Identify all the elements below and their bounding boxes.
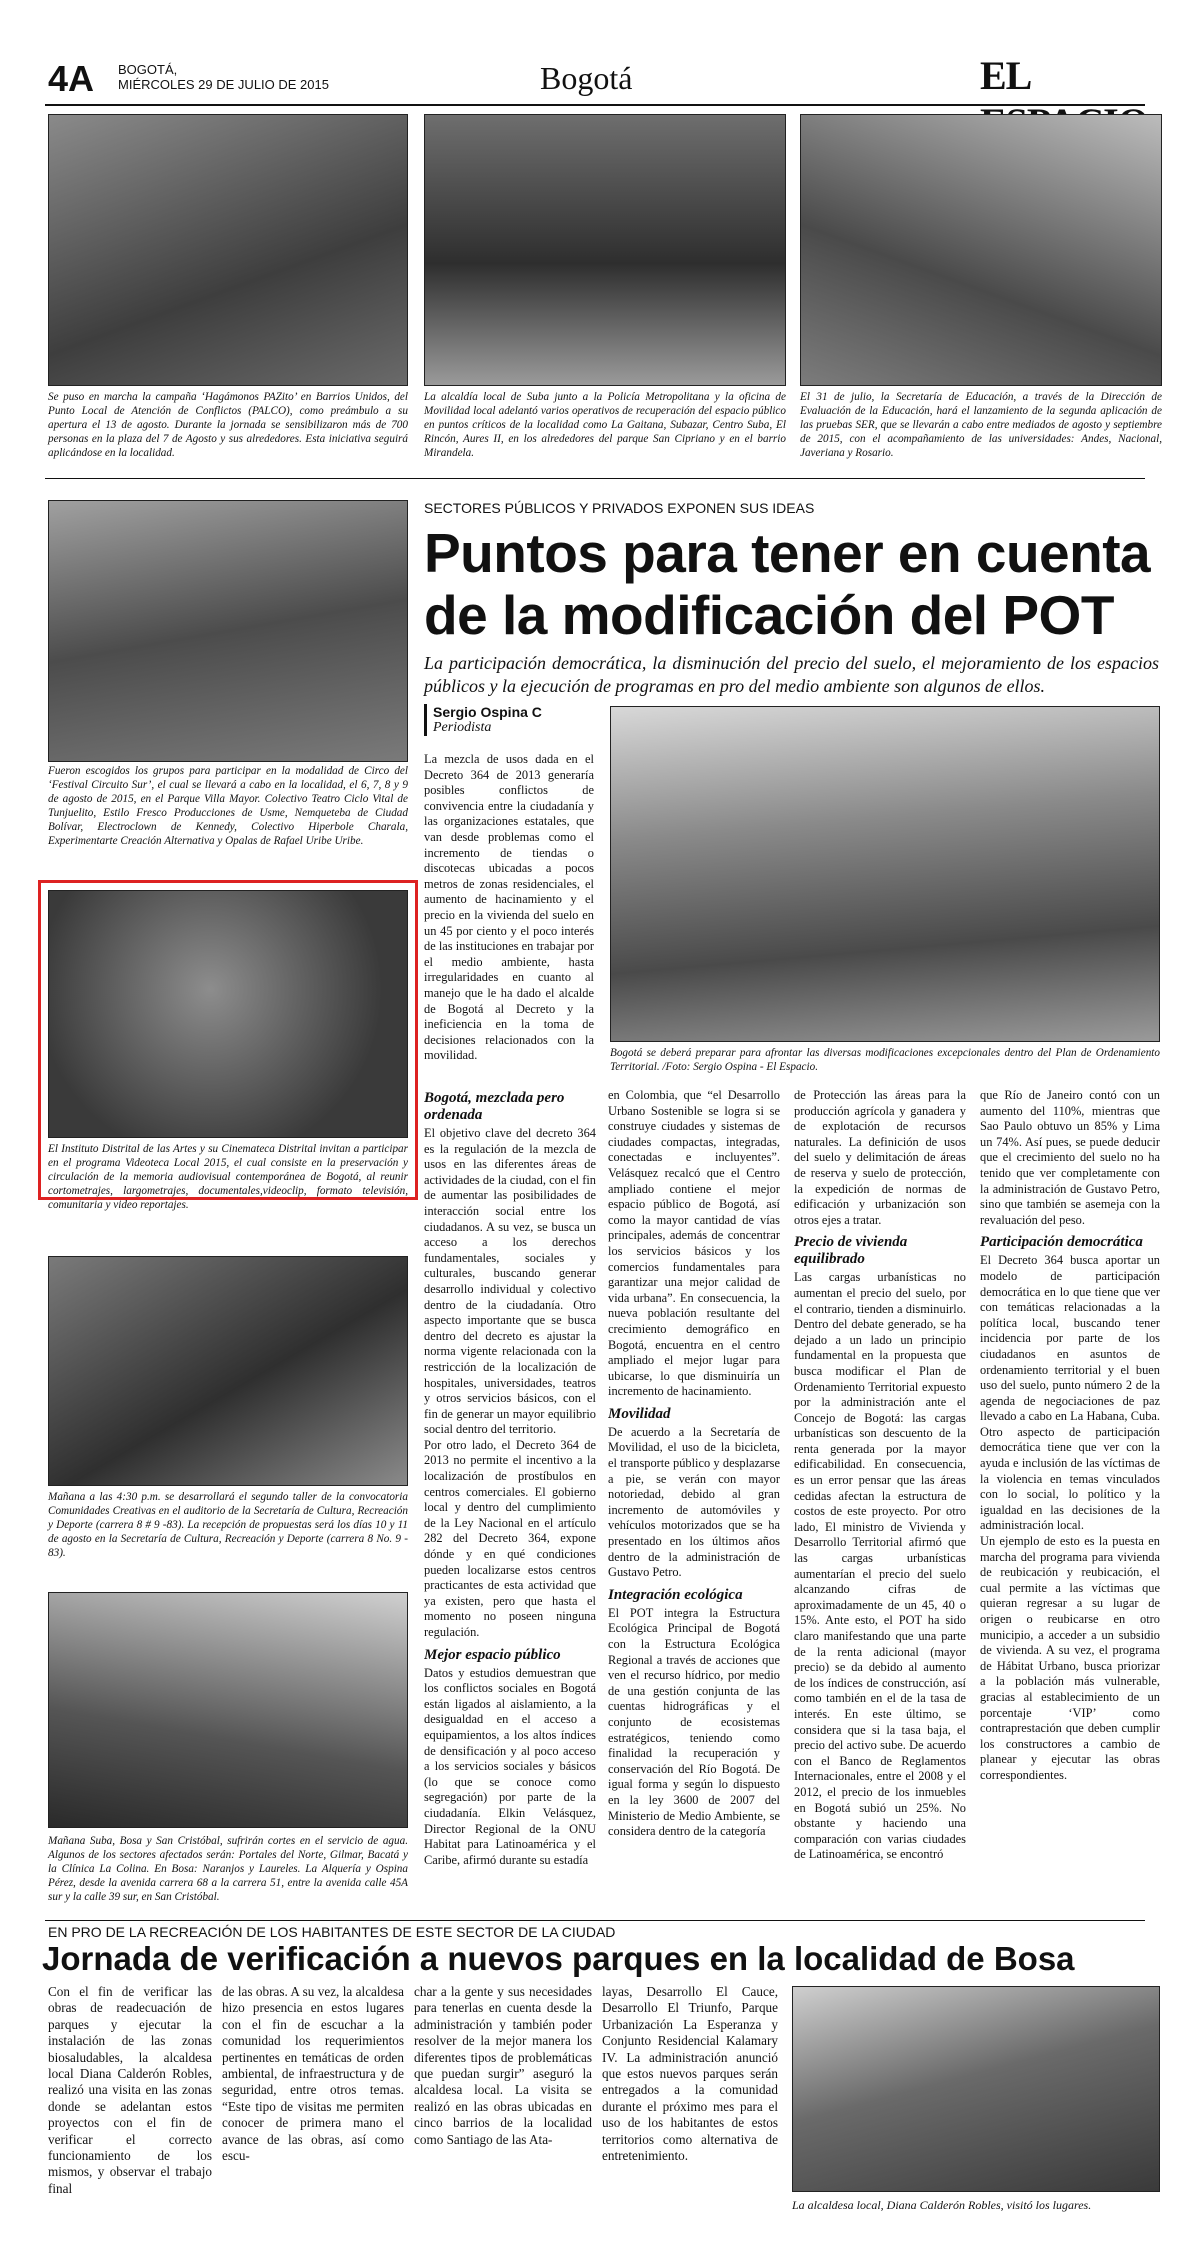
bottom-column-2 bbox=[222, 1984, 404, 2234]
bottom-column-3 bbox=[414, 1984, 592, 2234]
top-photo-2-caption: La alcaldía local de Suba junto a la Policía Metropolitana y la oficina de Movilidad local adelantó varios operativos de recuperación del espacio público en puntos críticos de la localidad como La Gaitana, Subazar, Centro Suba, El Rincón, Aures II, en los alrededores del parque San Cipriano y en el barrio Mirandela. bbox=[424, 391, 786, 459]
paragraph: El POT integra la Estructura Ecológica Principal de Bogotá con la Estructura Ecológica Regional a través de acciones que ven el recurso hídrico, por medio de una gestión conjunta de las cuentas hidrográficas y el conjunto de ecosistemas estratégicos, teniendo como finalidad la recuperación y conservación del Río Bogotá. De igual forma y según lo dispuesto en la ley 3600 de 2007 del Ministerio de Medio Ambiente, se considera dentro de la categoría bbox=[608, 1605, 780, 1839]
main-lede: La participación democrática, la disminución del precio del suelo, el mejoramiento de los espacios públicos y la ejecución de programas en pro del medio ambiente son algunos de ellos. bbox=[424, 653, 1159, 696]
main-column-2 bbox=[608, 1088, 780, 1920]
side-caption-videoteca: El Instituto Distrital de las Artes y su Cinemateca Distrital invitan a participar en el programa Videoteca Local 2015, el cual consiste en la preservación y circulación de la memoria audiovisual contemporánea de Bogotá, al reunir cortometrajes, largometrajes, documentales,videoclip, formato televisión, comunitaria y video reportajes. bbox=[48, 1143, 408, 1211]
main-intro bbox=[424, 752, 594, 1084]
paragraph: Por otro lado, el Decreto 364 de 2013 no permite el incentivo a la localización de prostíbulos en centros comerciales. El gobierno local y dentro del cumplimiento de la Ley Nacional en el artículo 282 del Decreto 364, expone dónde y en qué condiciones pueden localizarse estos centros practicantes de esta actividad que ya existen, pero que hasta el momento no poseen ninguna regulación. bbox=[424, 1437, 596, 1639]
dateline-city: BOGOTÁ, bbox=[118, 62, 178, 77]
top-photo-1 bbox=[48, 114, 408, 386]
subhead-mezclada: Bogotá, mezclada pero ordenada bbox=[424, 1090, 565, 1123]
bottom-column-4 bbox=[602, 1984, 778, 2234]
paragraph: Un ejemplo de esto es la puesta en marcha del programa para vivienda de reubicación y reubicación, el cual permite a las víctimas que quieran regresar a su lugar de origen o reubicarse en otro municipio, a acceder a un subsidio de vivienda. A su vez, el programa de Hábitat Urbano, busca priorizar a la población más vulnerable, gracias al establecimiento de un porcentaje ‘VIP’ como contraprestación que deben cumplir los constructores a cambio de planear y ejecutar las obras correspondientes. bbox=[980, 1534, 1160, 1782]
main-column-3 bbox=[794, 1088, 966, 1920]
subhead-integracion: Integración ecológica bbox=[608, 1586, 743, 1603]
paragraph: De acuerdo a la Secretaría de Movilidad, el uso de la bicicleta, el transporte público y desplazarse a pie, se verán con mayor notoriedad, debido al gran incremento de automóviles y vehículos motorizados que se ha presentado en los últimos años dentro de la administración de Gustavo Petro. bbox=[608, 1424, 780, 1580]
side-photo-projector bbox=[48, 890, 408, 1138]
bottom-photo-caption: La alcaldesa local, Diana Calderón Robles, visitó los lugares. bbox=[792, 2198, 1092, 2212]
top-photo-3-caption: El 31 de julio, la Secretaría de Educación, a través de la Dirección de Evaluación de la Educación, hará el lanzamiento de la segunda aplicación de las pruebas SER, que se llevarán a cabo entre mediados de agosto y septiembre de 2015, con el acompañamiento de las universidades: Andes, Nacional, Javeriana y Rosario. bbox=[800, 391, 1162, 459]
side-photo-water bbox=[48, 1592, 408, 1828]
byline-role: Periodista bbox=[433, 720, 492, 735]
bottom-divider bbox=[45, 1920, 1145, 1921]
bottom-headline: Jornada de verificación a nuevos parques en la localidad de Bosa bbox=[42, 1940, 1075, 1977]
header-rule bbox=[45, 104, 1145, 106]
bottom-kicker: EN PRO DE LA RECREACIÓN DE LOS HABITANTES DE ESTE SECTOR DE LA CIUDAD bbox=[48, 1924, 616, 1940]
paragraph: El Decreto 364 busca aportar un modelo de participación democrática en lo que tiene que ver con temáticas relacionadas a la política local, buscando tener incidencia por parte de los ciudadanos en asuntos de ordenamiento territorial y el buen uso del suelo, punto número 2 de la agenda de negociaciones de paz llevado a cabo en La Habana, Cuba. Otro aspecto de participación democrática tiene que ver con la ayuda e inclusión de las víctimas de la violencia en temas vinculados con lo social, lo político y la igualdad en las decisiones de la administración local. bbox=[980, 1253, 1160, 1533]
dateline bbox=[118, 62, 329, 92]
paragraph: Las cargas urbanísticas no aumentan el precio del suelo, por el contrario, tienden a disminuirlo. Dentro del debate generado, se ha dejado a un lado un principio fundamental en la propuesta que busca modificar el Plan de Ordenamiento Territorial expuesto por la administración ante el Concejo de Bogotá: las cargas urbanísticas son descuento de la renta generada por la mayor edificabilidad. En consecuencia, es un error pensar que las áreas cedidas afectan la estructura de costos de este proyecto. Por otro lado, El ministro de Vivienda y Desarrollo Territorial afirmó que las cargas urbanísticas aumentarían el precio del suelo alcanzando cifras de aproximadamente de un 45, 40 o 15%. Ante esto, el POT ha sido claro manifestando que una parte de la renta adicional (mayor precio) se da debido al aumento de los índices de construcción, así como también en el de la tasa de interés. En este último, se considera que si la tasa baja, el precio del activo sube. De acuerdo con el Banco de Reglamentos Internacionales, entre el 2008 y el 2012, el precio de los inmuebles en Bogotá subió un 25%. No obstante y haciendo una comparación con varias ciudades de Latinoamérica, se encontró bbox=[794, 1270, 966, 1862]
bottom-photo bbox=[792, 1986, 1160, 2192]
page-number: 4A bbox=[48, 58, 95, 99]
paragraph: de Protección las áreas para la producción agrícola y ganadera y de explotación de recursos naturales. La definición de usos del suelo y delimitación de áreas de reserva y suelo de protección, la expedición de normas de edificación y urbanización son otros ejes a tratar. bbox=[794, 1088, 966, 1227]
main-column-4 bbox=[980, 1088, 1160, 1920]
byline bbox=[424, 704, 584, 736]
side-caption-agua: Mañana Suba, Bosa y San Cristóbal, sufrirán cortes en el servicio de agua. Algunos de los sectores afectados serán: Portales del Norte, Gilmar, Bacatá y la Clínica La Colina. En Bosa: Naranjos y Laureles. La Alquería y Ospina Pérez, desde la avenida carrera 68 a la carrera 51, entre la avenida calle 45A sur y la calle 39 sur, en San Cristóbal. bbox=[48, 1835, 408, 1903]
main-headline-line-1: Puntos para tener en cuenta bbox=[424, 522, 1151, 584]
top-photo-3 bbox=[800, 114, 1162, 386]
paragraph: Con el fin de verificar las obras de readecuación de parques y ejecutar la instalación de las zonas biosaludables, la alcaldesa local Diana Calderón Robles, realizó una visita en las zonas donde se adelantan estos proyectos con el fin de verificar el correcto funcionamiento de los mismos, y observar el trabajo final bbox=[48, 1984, 212, 2196]
paragraph: de las obras. A su vez, la alcaldesa hizo presencia en estos lugares con el fin de escuchar a la comunidad los requerimientos pertinentes en temáticas de orden ambiental, de infraestructura y de seguridad, entre otros temas. “Este tipo de visitas me permiten conocer de primera mano el avance de las obras, así como escu- bbox=[222, 1984, 404, 2164]
main-headline-line-2: de la modificación del POT bbox=[424, 584, 1114, 646]
paragraph: layas, Desarrollo El Cauce, Desarrollo El Triunfo, Parque Urbanización La Esperanza y Conjunto Residencial Kalamary IV. La administración anunció que estos nuevos parques serán entregados a la comunidad durante el próximo mes para el uso de los habitantes de estos territorios como alternativa de entretenimiento. bbox=[602, 1984, 778, 2164]
main-photo bbox=[610, 706, 1160, 1042]
paragraph: en Colombia, que “el Desarrollo Urbano Sostenible se logra si se construye ciudades y sistemas de ciudades compactas, integradas, conectadas e incluyentes”. Velásquez recalcó que el Centro ampliado contiene el mejor espacio público de Bogotá, así como la mayor cantidad de vías principales, además de concentrar los servicios básicos y los comercios fundamentales para garantizar una mejor calidad de vida urbana”. En consecuencia, la nueva población resultante del crecimiento demográfico en Bogotá, encuentra en el centro ampliado el mejor lugar para ubicarse, lo que disminuiría un incremento de hacinamiento. bbox=[608, 1088, 780, 1399]
main-photo-caption: Bogotá se deberá preparar para afrontar las diversas modificaciones excepcionales dentro del Plan de Ordenamiento Territorial. /Foto: Sergio Ospina - El Espacio. bbox=[610, 1047, 1160, 1073]
subhead-precio-vivienda: Precio de vivienda equilibrado bbox=[794, 1234, 908, 1268]
section-title: Bogotá bbox=[540, 60, 633, 96]
paragraph: Datos y estudios demuestran que los conflictos sociales en Bogotá están ligados al aislamiento, a la desigualdad en el acceso a equipamientos, a los altos índices de densificación y al poco acceso a los servicios sociales y básicos (lo que se conoce como segregación) por parte de la ciudadanía. Elkin Velásquez, Director Regional de la ONU Habitat para Latinoamérica y el Caribe, afirmó durante su estadía bbox=[424, 1665, 596, 1867]
top-photo-2 bbox=[424, 114, 786, 386]
subhead-espacio-publico: Mejor espacio público bbox=[424, 1646, 561, 1663]
top-photo-1-caption: Se puso en marcha la campaña ‘Hagámonos PAZito’ en Barrios Unidos, del Punto Local de Atención de Conflictos (PALCO), como preámbulo a su apertura el 13 de agosto. Durante la jornada se sensibilizaron más de 700 personas en la plaza del 7 de Agosto y sus alrededores. Esta iniciativa seguirá aplicándose en la localidad. bbox=[48, 391, 408, 459]
main-kicker: SECTORES PÚBLICOS Y PRIVADOS EXPONEN SUS IDEAS bbox=[424, 500, 815, 516]
intro-paragraph: La mezcla de usos dada en el Decreto 364 de 2013 generaría posibles conflictos de convivencia entre la ciudadanía y las organizaciones estatales, que van desde problemas como el incremento de tiendas o discotecas ubicadas a pocos metros de zonas residenciales, el aumento de hacinamiento y el precio en la vivienda del suelo en un 45 por ciento y el poco interés de las instituciones en trabajar por el medio ambiente, hasta irregularidades en cuanto al manejo que le ha dado el alcalde de Bogotá al Decreto y la ineficiencia en la toma de decisiones relacionados con la movilidad. bbox=[424, 752, 594, 1063]
main-headline bbox=[424, 522, 1164, 646]
paragraph: char a la gente y sus necesidades para tenerlas en cuenta desde la administración y también poder resolver de la mejor manera los diferentes tipos de problemáticas que puedan surgir” aseguró la alcaldesa local. La visita se realizó en las obras ubicadas en cinco barrios de la localidad como Santiago de las Ata- bbox=[414, 1984, 592, 2147]
masthead-logo: EL bbox=[980, 53, 1030, 98]
side-photo-mural bbox=[48, 1256, 408, 1486]
side-photo-circus bbox=[48, 500, 408, 762]
side-caption-taller: Mañana a las 4:30 p.m. se desarrollará el segundo taller de la convocatoria Comunidades Creativas en el auditorio de la Secretaría de Cultura, Recreación y Deporte (carrera 8 # 9 -83). La recepción de propuestas será los días 10 y 11 de agosto en la Secretaría de Cultura, Recreación y Deporte (carrera 8 No. 9 - 83). bbox=[48, 1491, 408, 1559]
byline-author: Sergio Ospina C bbox=[433, 704, 542, 720]
main-column-1 bbox=[424, 1084, 596, 1920]
dateline-date: MIÉRCOLES 29 DE JULIO DE 2015 bbox=[118, 77, 329, 92]
paragraph: que Río de Janeiro contó con un aumento del 110%, mientras que Sao Paulo obtuvo un 85% y Lima un 74%. Así pues, se puede deducir que el crecimiento del suelo no ha tenido que ver completamente con la administración de Gustavo Petro, sino que también se asemeja con la revaluación del peso. bbox=[980, 1088, 1160, 1227]
section-divider bbox=[45, 478, 1145, 479]
subhead-movilidad: Movilidad bbox=[608, 1405, 671, 1422]
subhead-participacion: Participación democrática bbox=[980, 1234, 1143, 1251]
bottom-column-1 bbox=[48, 1984, 212, 2234]
paragraph: El objetivo clave del decreto 364 es la regulación de la mezcla de usos en las diferentes áreas de actividades de la ciudad, con el fin de aumentar las posibilidades de interacción social entre los ciudadanos. A su vez, se busca un acceso a los derechos fundamentales, sociales y culturales, buscando generar desarrollo individual y colectivo dentro de la ciudadanía. Otro aspecto importante que se busca dentro del decreto es ajustar la norma vigente relacionada con la restricción de la localización de hospitales, universidades, teatros y otros servicios básicos, con el fin de generar un mayor equilibrio social dentro del territorio. bbox=[424, 1126, 596, 1437]
side-caption-circus: Fueron escogidos los grupos para participar en la modalidad de Circo del ‘Festival Circuito Sur’, el cual se llevará a cabo en la localidad, el 6, 7, 8 y 9 de agosto de 2015, en el Parque Villa Mayor. Colectivo Teatro Ciclo Vital de Tunjuelito, Estilo Fresco Producciones de Usme, Nemqueteba de Ciudad Bolívar, Electroclown de Kennedy, Colectivo Hiperbole Charala, Experimentarte Creación Alternativa y Opalas de Rafael Uribe Uribe. bbox=[48, 765, 408, 847]
